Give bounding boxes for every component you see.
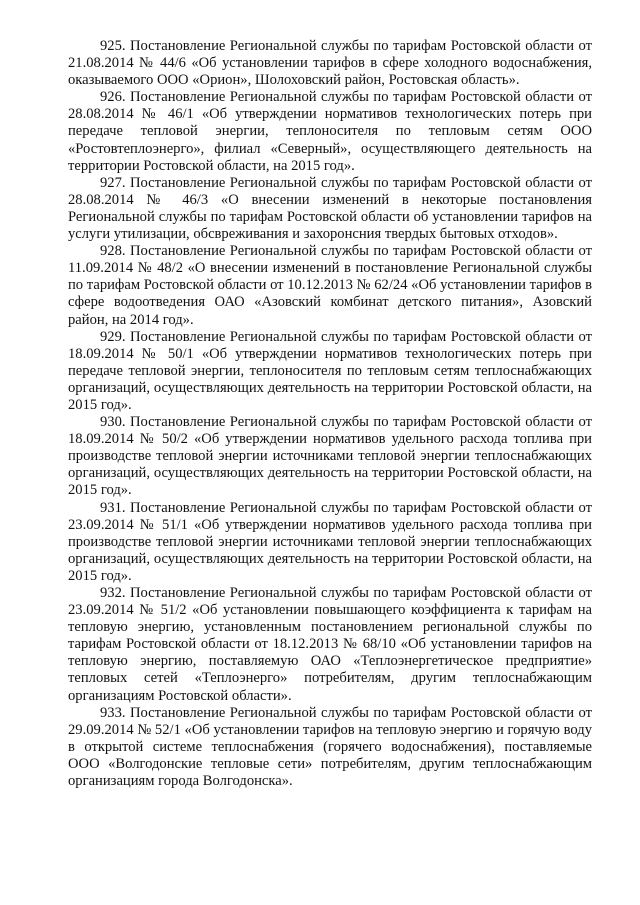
list-item-931: 931. Постановление Региональной службы по тарифам Ростовской области от 23.09.2014 № 51/1 «Об утверждении нормативов удельного расхода топлива при производстве тепловой энергии источниками тепловой энергии теплоснабжающих организаций, осуществляющих деятельность на территории Ростовской области, на 2015 год». xyxy=(68,499,592,584)
list-item-933: 933. Постановление Региональной службы по тарифам Ростовской области от 29.09.2014 № 52/1 «Об установлении тарифов на тепловую энергию и горячую воду в открытой системе теплоснабжения (горячего водоснабжения), поставляемые ООО «Волгодонские тепловые сети» потребителям, другим теплоснабжающим организациям города Волгодонска». xyxy=(68,704,592,790)
list-item-926: 926. Постановление Региональной службы по тарифам Ростовской области от 28.08.2014 № 46/1 «Об утверждении нормативов технологических потерь при передаче тепловой энергии, теплоносителя по тепловым сетям ООО «Ростовтеплоэнерго», филиал «Северный», осуществляющего деятельность на территории Ростовской области, на 2015 год». xyxy=(68,89,592,174)
list-item-932: 932. Постановление Региональной службы по тарифам Ростовской области от 23.09.2014 № 51/2 «Об установлении повышающего коэффициента к тарифам на тепловую энергию, установленным постановлением региональной службы по тарифам Ростовской области от 18.12.2013 № 68/10 «Об установлении тарифов на тепловую энергию, поставляемую ОАО «Теплоэнергетическое предприятие» тепловых сетей «Теплоэнерго» потребителям, другим теплоснабжающим организациям Ростовской области». xyxy=(68,585,592,704)
list-item-930: 930. Постановление Региональной службы по тарифам Ростовской области от 18.09.2014 № 50/2 «Об утверждении нормативов удельного расхода топлива при производстве тепловой энергии источниками тепловой энергии теплоснабжающих организаций, осуществляющих деятельность на территории Ростовской области, на 2015 год». xyxy=(68,414,592,499)
list-item-927: 927. Постановление Региональной службы по тарифам Ростовской области от 28.08.2014 № 46/3 «О внесении изменений в некоторые постановления Региональной службы по тарифам Ростовской области об установлении тарифов на услуги утилизации, обсвреживания и захоронсния твердых бытовых отходов». xyxy=(68,174,592,243)
list-item-929: 929. Постановление Региональной службы по тарифам Ростовской области от 18.09.2014 № 50/1 «Об утверждении нормативов технологических потерь при передаче тепловой энергии, теплоносителя по тепловым сетям теплоснабжающих организаций, осуществляющих деятельность на территории Ростовской области, на 2015 год». xyxy=(68,328,592,413)
document-page xyxy=(68,38,592,790)
list-item-925: 925. Постановление Региональной службы по тарифам Ростовской области от 21.08.2014 № 44/6 «Об установлении тарифов в сфере холодного водоснабжения, оказываемого ООО «Орион», Шолоховский район, Ростовская область». xyxy=(68,38,592,89)
list-item-928: 928. Постановление Региональной службы по тарифам Ростовской области от 11.09.2014 № 48/2 «О внесении изменений в постановление Региональной службы по тарифам Ростовской области от 10.12.2013 № 62/24 «Об установлении тарифов в сфере водоотведения ОАО «Азовский комбинат детского питания», Азовский район, на 2014 год». xyxy=(68,243,592,328)
